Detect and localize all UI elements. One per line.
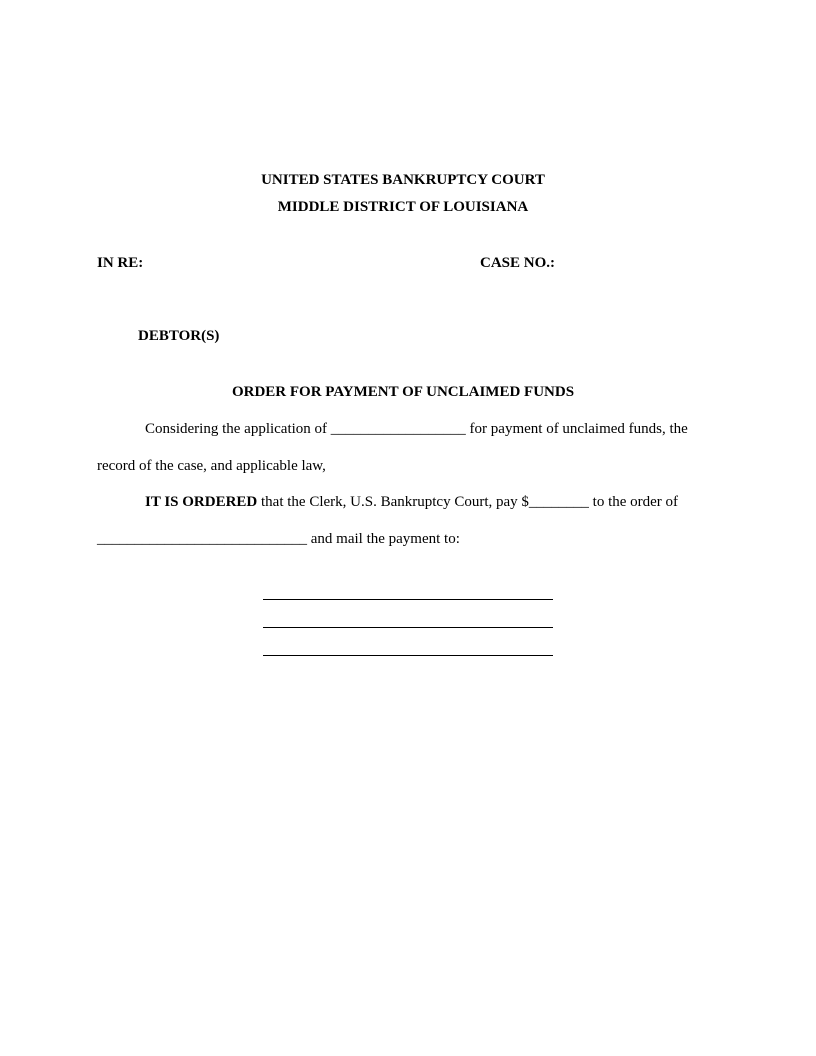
case-number-label: CASE NO.: [480, 255, 556, 271]
payee-blank: ____________________________ [97, 531, 307, 547]
address-line-2 [263, 627, 553, 628]
paragraph-text: that the Clerk, U.S. Bankruptcy Court, pay $ [257, 494, 529, 510]
paragraph-text: for payment of unclaimed funds, the [465, 421, 688, 437]
applicant-blank: __________________ [330, 421, 466, 437]
court-district: MIDDLE DISTRICT OF LOUISIANA [277, 199, 529, 215]
ordered-phrase: IT IS ORDERED [145, 494, 258, 510]
paragraph-text: to the order of [588, 494, 679, 510]
order-title: ORDER FOR PAYMENT OF UNCLAIMED FUNDS [231, 384, 575, 400]
paragraph-text: Considering the application of [145, 421, 331, 437]
in-re-label: IN RE: [97, 255, 144, 271]
debtor-label: DEBTOR(S) [138, 328, 220, 344]
court-name: UNITED STATES BANKRUPTCY COURT [261, 172, 545, 188]
paragraph-payee [97, 531, 460, 548]
amount-blank: ________ [528, 494, 589, 510]
address-line-1 [263, 599, 553, 600]
paragraph-text: and mail the payment to: [307, 531, 460, 547]
address-line-3 [263, 655, 553, 656]
paragraph-application [145, 421, 688, 438]
paragraph-application-line2: record of the case, and applicable law, [97, 458, 326, 474]
paragraph-ordered [145, 494, 678, 511]
